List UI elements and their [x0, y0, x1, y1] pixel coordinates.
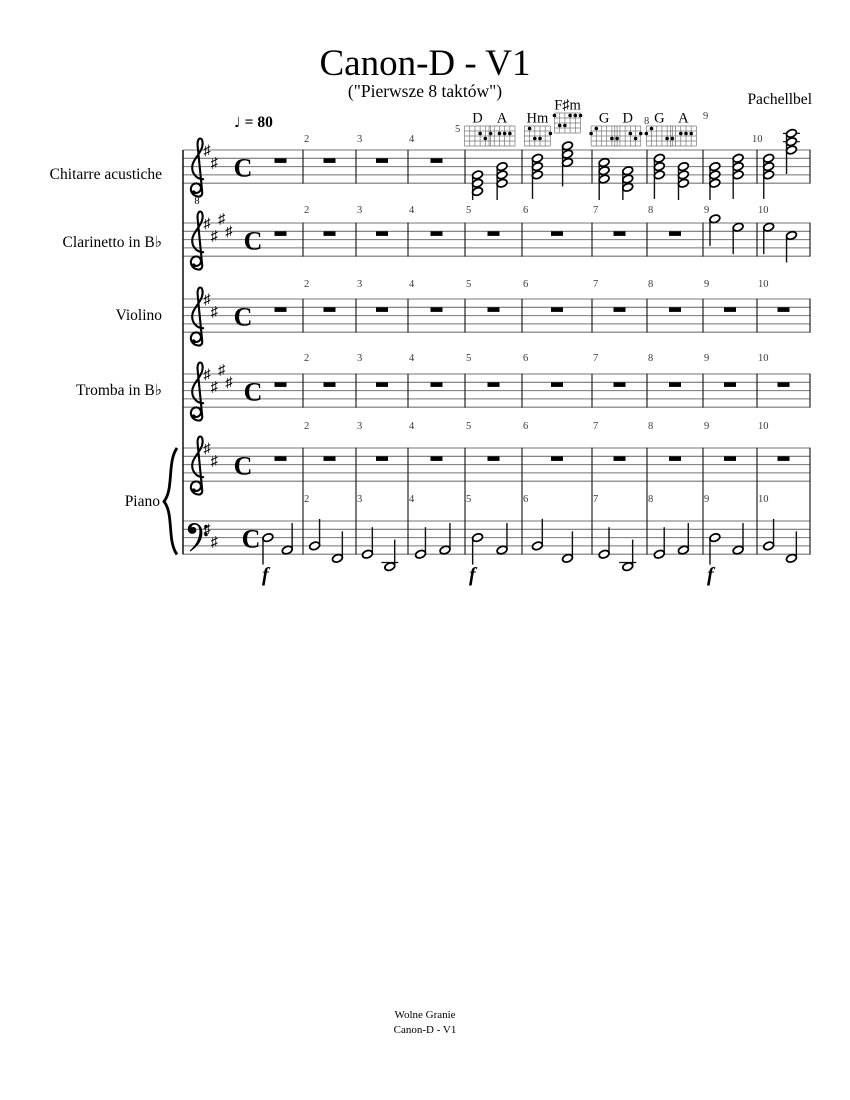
rests-piano-treble: [275, 456, 790, 461]
whole-rest: [614, 456, 626, 461]
piece-subtitle: ("Pierwsze 8 taktów"): [347, 81, 503, 101]
whole-rest: [614, 231, 626, 236]
half-note-head: [598, 549, 610, 559]
whole-rest: [275, 158, 287, 163]
fret-dot: [503, 132, 507, 136]
half-note-head: [785, 553, 797, 563]
clef-key-time-clarinet: [191, 212, 263, 270]
half-note-head: [361, 549, 373, 559]
half-note-head: [439, 545, 451, 555]
fret-dot: [679, 132, 683, 136]
measure-number: 6: [523, 205, 529, 216]
whole-rest: [275, 456, 287, 461]
fret-dot: [615, 137, 619, 141]
half-note-head: [561, 553, 573, 563]
half-note-head: [496, 545, 508, 555]
half-note-head: [496, 162, 508, 172]
measure-number: 2: [304, 134, 310, 145]
time-signature-common: C: [243, 377, 263, 407]
half-note-head: [598, 157, 610, 167]
bass-note-m6-b1: [531, 519, 543, 551]
half-note-head: [331, 553, 343, 563]
rests-tromba: [275, 382, 790, 387]
whole-rest: [488, 307, 500, 312]
whole-rest: [431, 158, 443, 163]
half-note-head: [732, 153, 744, 163]
half-note-head: [763, 153, 775, 163]
measure-number: 10: [758, 421, 769, 432]
rests-clarinet: [275, 231, 682, 236]
whole-rest: [324, 231, 336, 236]
fret-dot: [684, 132, 688, 136]
whole-rest: [275, 231, 287, 236]
key-sharp-icon: ♯: [210, 534, 218, 551]
whole-rest: [669, 456, 681, 461]
measure-number: 10: [758, 494, 769, 505]
treble-clef-icon: [191, 437, 203, 495]
quarter-note-icon: ♩: [234, 115, 241, 131]
staff-violin: [183, 299, 810, 332]
clef-key-time-violin: [191, 288, 253, 346]
fret-dot: [639, 132, 643, 136]
key-sharp-icon: ♯: [203, 142, 211, 159]
half-note-head: [785, 128, 797, 138]
bass-note-m3-b2: [381, 540, 398, 572]
whole-rest: [614, 382, 626, 387]
guitar-chord-m7-b1: [598, 157, 610, 200]
half-note-head: [531, 153, 543, 163]
whole-rest: [376, 382, 388, 387]
instrument-label-guitar: Chitarre acustiche: [49, 166, 162, 183]
chord-name: A: [496, 110, 508, 127]
half-note-head: [709, 162, 721, 172]
fret-dot: [689, 132, 693, 136]
bass-note-m7-b2: [619, 540, 636, 572]
measure-number: 10: [758, 353, 769, 364]
treble-clef-icon: [191, 139, 203, 197]
measure-number: 10: [758, 205, 769, 216]
key-sharp-icon: ♯: [210, 155, 218, 172]
measure-number: 5: [455, 124, 461, 135]
fret-dot: [634, 137, 638, 141]
half-note-head: [763, 541, 775, 551]
bass-note-m8-b1: [653, 527, 665, 559]
measure-number: 7: [593, 421, 599, 432]
whole-rest: [324, 382, 336, 387]
measure-number: 8: [644, 116, 650, 127]
measure-number: 3: [357, 421, 363, 432]
whole-rest: [431, 456, 443, 461]
instrument-label-clarinet: Clarinetto in B♭: [62, 234, 162, 251]
time-signature-common: C: [233, 153, 253, 183]
whole-rest: [324, 307, 336, 312]
fret-dot: [595, 127, 599, 131]
whole-rest: [324, 158, 336, 163]
measure-number: 5: [466, 353, 472, 364]
time-signature-common: C: [243, 226, 263, 256]
measure-number: 5: [466, 205, 472, 216]
measure-number: 4: [409, 353, 415, 364]
staff-tromba: [183, 374, 810, 407]
key-sharp-icon: ♯: [203, 291, 211, 308]
half-note-head: [622, 166, 634, 176]
half-note-head: [785, 230, 797, 240]
measure-number: 4: [409, 134, 415, 145]
bass-note-m10-b2: [785, 531, 797, 563]
guitar-chord-m6-b2: [561, 141, 573, 187]
whole-rest: [488, 382, 500, 387]
bass-note-m2-b1: [309, 519, 321, 551]
staff-piano-treble: [183, 448, 810, 481]
bass-note-m5-b2: [496, 523, 508, 555]
measure-number: 2: [304, 353, 310, 364]
half-note-head: [415, 549, 427, 559]
fret-dot: [538, 137, 542, 141]
whole-rest: [778, 382, 790, 387]
piano-group: [164, 448, 177, 555]
key-sharp-icon: ♯: [225, 224, 233, 241]
fret-dot: [629, 132, 633, 136]
half-note-head: [309, 541, 321, 551]
half-note-head: [653, 549, 665, 559]
whole-rest: [431, 307, 443, 312]
measure-number: 9: [703, 111, 709, 122]
key-sharp-icon: ♯: [203, 215, 211, 232]
half-note-head: [262, 533, 274, 543]
treble-clef-icon: [191, 212, 203, 270]
bass-note-m4-b1: [415, 527, 427, 559]
guitar-chord-m10-b1: [763, 153, 775, 199]
measure-number: 4: [409, 494, 415, 505]
measure-number: 6: [523, 353, 529, 364]
fret-dot: [498, 132, 502, 136]
whole-rest: [376, 456, 388, 461]
fret-dot: [650, 127, 654, 131]
half-note-head: [677, 162, 689, 172]
whole-rest: [275, 307, 287, 312]
measure-number: 6: [523, 494, 529, 505]
measure-number: 7: [593, 279, 599, 290]
time-signature-common: C: [233, 302, 253, 332]
composer-credit: Pachellbel: [747, 91, 812, 108]
whole-rest: [551, 382, 563, 387]
key-sharp-icon: ♯: [225, 375, 233, 392]
chord-diagram-4: [553, 98, 583, 134]
measure-number: 7: [593, 205, 599, 216]
guitar-chord-m5-b1: [472, 170, 484, 200]
measure-number: 9: [704, 494, 710, 505]
bass-note-m8-b2: [677, 523, 689, 555]
measure-number: 4: [409, 205, 415, 216]
guitar-chord-m9-b1: [709, 162, 721, 200]
half-note-head: [281, 545, 293, 555]
fret-dot: [671, 137, 675, 141]
measure-number: 6: [523, 421, 529, 432]
whole-rest: [724, 456, 736, 461]
clarinet-note-m9-b1: [709, 214, 721, 246]
fret-dot: [549, 132, 553, 136]
whole-rest: [614, 307, 626, 312]
half-note-head: [653, 153, 665, 163]
fret-dot: [528, 127, 532, 131]
treble-clef-icon: [191, 288, 203, 346]
half-note-head: [472, 170, 484, 180]
whole-rest: [431, 231, 443, 236]
whole-rest: [324, 456, 336, 461]
fret-dot: [568, 114, 572, 118]
whole-rest: [551, 307, 563, 312]
instrument-label-tromba: Tromba in B♭: [76, 382, 162, 399]
fret-dot: [533, 137, 537, 141]
whole-rest: [376, 158, 388, 163]
clef-key-time-tromba: [191, 363, 263, 421]
clarinet-note-m10-b1: [763, 222, 775, 254]
fret-dot: [645, 132, 649, 136]
dynamic-f: f: [469, 564, 476, 586]
bass-note-m6-b2: [561, 531, 573, 563]
bass-note-m5-b1: [472, 533, 484, 565]
key-sharp-icon: ♯: [203, 366, 211, 383]
fret-dot: [553, 114, 557, 118]
half-note-head: [561, 141, 573, 151]
half-note-head: [732, 222, 744, 232]
clarinet-notes: [709, 214, 798, 263]
half-note-head: [709, 533, 721, 543]
clef-key-time-piano-treble: [191, 437, 253, 495]
chord-name: F♯m: [554, 97, 581, 114]
chord-name: Hm: [526, 110, 549, 127]
fret-dot: [579, 114, 583, 118]
whole-rest: [376, 307, 388, 312]
measure-number: 7: [593, 494, 599, 505]
whole-rest: [778, 456, 790, 461]
measure-number: 3: [357, 134, 363, 145]
key-sharp-icon: ♯: [217, 362, 226, 379]
whole-rest: [724, 307, 736, 312]
measure-number: 5: [466, 279, 472, 290]
measure-number: 5: [466, 421, 472, 432]
chord-name: D: [472, 110, 483, 127]
time-signature-common: C: [233, 451, 253, 481]
bass-note-m3-b1: [361, 527, 373, 559]
key-sharp-icon: ♯: [217, 211, 226, 228]
whole-rest: [488, 456, 500, 461]
piece-title: Canon-D - V1: [319, 43, 531, 84]
piano-bass-notes: [262, 519, 798, 572]
measure-number: 9: [704, 421, 710, 432]
whole-rest: [724, 382, 736, 387]
measure-number: 8: [648, 353, 654, 364]
measure-number: 9: [704, 205, 710, 216]
measure-number: 10: [752, 134, 763, 145]
measure-number: 8: [648, 494, 654, 505]
measure-number: 2: [304, 494, 310, 505]
half-note-head: [472, 533, 484, 543]
measure-number: 3: [357, 494, 363, 505]
chord-diagram-6: [615, 111, 643, 147]
half-note-head: [763, 222, 775, 232]
dynamic-f: f: [262, 564, 269, 586]
guitar-chord-m8-b2: [677, 162, 689, 200]
measure-number: 2: [304, 205, 310, 216]
clef-key-time-guitar: [191, 139, 253, 208]
key-sharp-icon: ♯: [210, 304, 218, 321]
rests-guitar: [275, 158, 443, 163]
measure-number: 8: [648, 279, 654, 290]
tempo-value: = 80: [244, 114, 273, 131]
staff-clarinet: [183, 223, 810, 256]
bass-note-m2-b2: [331, 531, 343, 563]
whole-rest: [551, 231, 563, 236]
measure-number: 8: [648, 205, 654, 216]
measure-number: 3: [357, 353, 363, 364]
barlines: [183, 150, 810, 555]
key-sharp-icon: ♯: [210, 453, 218, 470]
key-sharp-icon: ♯: [203, 522, 211, 539]
rests-violin: [275, 307, 790, 312]
chord-diagram-3: [524, 111, 552, 147]
dynamics: [262, 564, 716, 586]
guitar-chord-m8-b1: [653, 153, 665, 199]
fret-dot: [665, 137, 669, 141]
fret-dot: [478, 132, 482, 136]
footer-line1: Wolne Granie: [394, 1009, 456, 1021]
fret-dot: [508, 132, 512, 136]
measure-number: 3: [357, 205, 363, 216]
whole-rest: [669, 382, 681, 387]
bass-note-m9-b2: [732, 523, 744, 555]
chord-name: G: [598, 110, 610, 127]
guitar-chord-m5-b2: [496, 162, 508, 200]
chord-diagram-1: [465, 111, 493, 147]
chord-diagram-2: [489, 111, 515, 147]
instrument-label-violin: Violino: [115, 307, 162, 324]
instrument-labels: [50, 166, 163, 510]
fret-dot: [484, 137, 488, 141]
measure-number: 8: [648, 421, 654, 432]
whole-rest: [488, 231, 500, 236]
chord-diagram-8: [670, 111, 696, 147]
measure-number: 3: [357, 279, 363, 290]
measure-number: 2: [304, 279, 310, 290]
measure-number: 7: [593, 353, 599, 364]
chord-name: D: [622, 110, 633, 127]
key-sharp-icon: ♯: [203, 440, 211, 457]
whole-rest: [669, 307, 681, 312]
whole-rest: [669, 231, 681, 236]
measure-number: 5: [466, 494, 472, 505]
half-note-head: [732, 545, 744, 555]
half-note-head: [709, 214, 721, 224]
key-sharp-icon: ♯: [210, 228, 218, 245]
bass-note-m4-b2: [439, 523, 451, 555]
whole-rest: [551, 456, 563, 461]
whole-rest: [275, 382, 287, 387]
guitar-chord-m10-b2: [783, 128, 800, 174]
fret-dot: [563, 124, 567, 128]
measure-number: 9: [704, 279, 710, 290]
instrument-label-piano: Piano: [124, 493, 160, 510]
measure-number: 6: [523, 279, 529, 290]
measure-number: 10: [758, 279, 769, 290]
footer-line2: Canon-D - V1: [393, 1024, 457, 1036]
fret-dot: [574, 114, 578, 118]
fret-dot: [589, 132, 593, 136]
piano-brace: [164, 448, 177, 555]
measure-number: 4: [409, 279, 415, 290]
whole-rest: [778, 307, 790, 312]
chord-name: G: [654, 110, 665, 127]
fret-dot: [610, 137, 614, 141]
whole-rest: [431, 382, 443, 387]
measure-number: 9: [704, 353, 710, 364]
bass-note-m1-b2: [281, 523, 293, 555]
clarinet-note-m9-b2: [732, 222, 744, 254]
time-signature-common: C: [241, 524, 261, 554]
bass-note-m9-b1: [709, 533, 721, 565]
half-note-head: [531, 541, 543, 551]
measure-number: 2: [304, 421, 310, 432]
dynamic-f: f: [707, 564, 714, 586]
chord-name: A: [678, 110, 689, 127]
clarinet-note-m10-b2: [785, 230, 797, 262]
bass-note-m1-b1: [262, 533, 274, 565]
half-note-head: [677, 545, 689, 555]
guitar-chord-m6-b1: [531, 153, 543, 199]
key-sharp-icon: ♯: [210, 379, 218, 396]
guitar-chord-m9-b2: [732, 153, 744, 199]
bass-note-m7-b1: [598, 527, 610, 559]
treble-clef-icon: [191, 363, 203, 421]
measure-number: 4: [409, 421, 415, 432]
bass-note-m10-b1: [763, 519, 775, 551]
fret-dot: [558, 124, 562, 128]
whole-rest: [376, 231, 388, 236]
clef-octave-8: 8: [194, 196, 200, 207]
page-footer: [0, 1008, 850, 1038]
